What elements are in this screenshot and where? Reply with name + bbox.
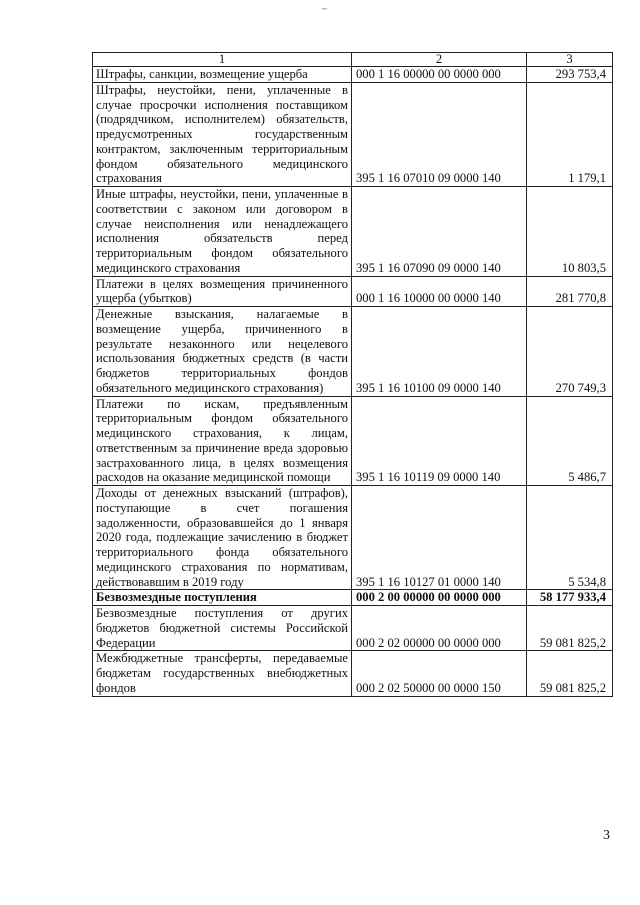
budget-code-cell: 000 2 02 00000 00 0000 000 (352, 606, 527, 651)
column-header-name: 1 (93, 53, 352, 67)
table-row (93, 651, 613, 696)
budget-code-cell: 000 2 00 00000 00 0000 000 (352, 590, 527, 606)
table-body (93, 67, 613, 697)
amount-cell: 10 803,5 (527, 187, 613, 277)
revenue-table (92, 52, 613, 697)
amount-cell: 5 486,7 (527, 396, 613, 486)
amount-cell: 59 081 825,2 (527, 651, 613, 696)
row-name-cell: Платежи в целях возмещения причиненного ущерба (убытков) (93, 276, 352, 307)
table-row (93, 187, 613, 277)
table-row (93, 606, 613, 651)
page-top-mark: ~ (322, 4, 327, 14)
table-row (93, 590, 613, 606)
budget-code-cell: 395 1 16 07010 09 0000 140 (352, 82, 527, 186)
table-header (93, 53, 613, 67)
column-header-code: 2 (352, 53, 527, 67)
budget-code-cell: 395 1 16 10127 01 0000 140 (352, 486, 527, 590)
page-number: 3 (603, 828, 610, 843)
amount-cell: 270 749,3 (527, 307, 613, 397)
table-row (93, 82, 613, 186)
row-name-cell: Доходы от денежных взысканий (штрафов), поступающие в счет погашения задолженности, образовавшейся до 1 января 2020 года, подлежащие зачислению в бюджет территориального фонда обязательного медицинского страхования по нормативам, действовавшим в 2019 году (93, 486, 352, 590)
row-name-cell: Иные штрафы, неустойки, пени, уплаченные в соответствии с законом или договором в случае неисполнения или ненадлежащего исполнения обязательств перед территориальным фондом обязательного медицинского страхования (93, 187, 352, 277)
amount-cell: 5 534,8 (527, 486, 613, 590)
row-name-cell: Безвозмездные поступления (93, 590, 352, 606)
table-row (93, 67, 613, 83)
table-row (93, 396, 613, 486)
amount-cell: 58 177 933,4 (527, 590, 613, 606)
budget-code-cell: 395 1 16 10119 09 0000 140 (352, 396, 527, 486)
column-header-amount: 3 (527, 53, 613, 67)
table-row (93, 307, 613, 397)
header-row (93, 53, 613, 67)
row-name-cell: Платежи по искам, предъявленным территориальным фондом обязательного медицинского страхования, к лицам, ответственным за причинение вреда здоровью застрахованного лица, в целях возмещения расходов на оказание медицинской помощи (93, 396, 352, 486)
table-row (93, 486, 613, 590)
budget-code-cell: 000 2 02 50000 00 0000 150 (352, 651, 527, 696)
amount-cell: 293 753,4 (527, 67, 613, 83)
amount-cell: 281 770,8 (527, 276, 613, 307)
budget-code-cell: 000 1 16 00000 00 0000 000 (352, 67, 527, 83)
amount-cell: 59 081 825,2 (527, 606, 613, 651)
row-name-cell: Безвозмездные поступления от других бюджетов бюджетной системы Российской Федерации (93, 606, 352, 651)
budget-code-cell: 000 1 16 10000 00 0000 140 (352, 276, 527, 307)
row-name-cell: Денежные взыскания, налагаемые в возмещение ущерба, причиненного в результате незаконного или нецелевого использования бюджетных средств (в части бюджетов территориальных фондов обязательного медицинского страхования) (93, 307, 352, 397)
row-name-cell: Штрафы, санкции, возмещение ущерба (93, 67, 352, 83)
row-name-cell: Межбюджетные трансферты, передаваемые бюджетам государственных внебюджетных фондов (93, 651, 352, 696)
table-row (93, 276, 613, 307)
row-name-cell: Штрафы, неустойки, пени, уплаченные в случае просрочки исполнения поставщиком (подрядчиком, исполнителем) обязательств, предусмотренных государственным контрактом, заключенным территориальным фондом обязательного медицинского страхования (93, 82, 352, 186)
amount-cell: 1 179,1 (527, 82, 613, 186)
budget-code-cell: 395 1 16 07090 09 0000 140 (352, 187, 527, 277)
budget-code-cell: 395 1 16 10100 09 0000 140 (352, 307, 527, 397)
